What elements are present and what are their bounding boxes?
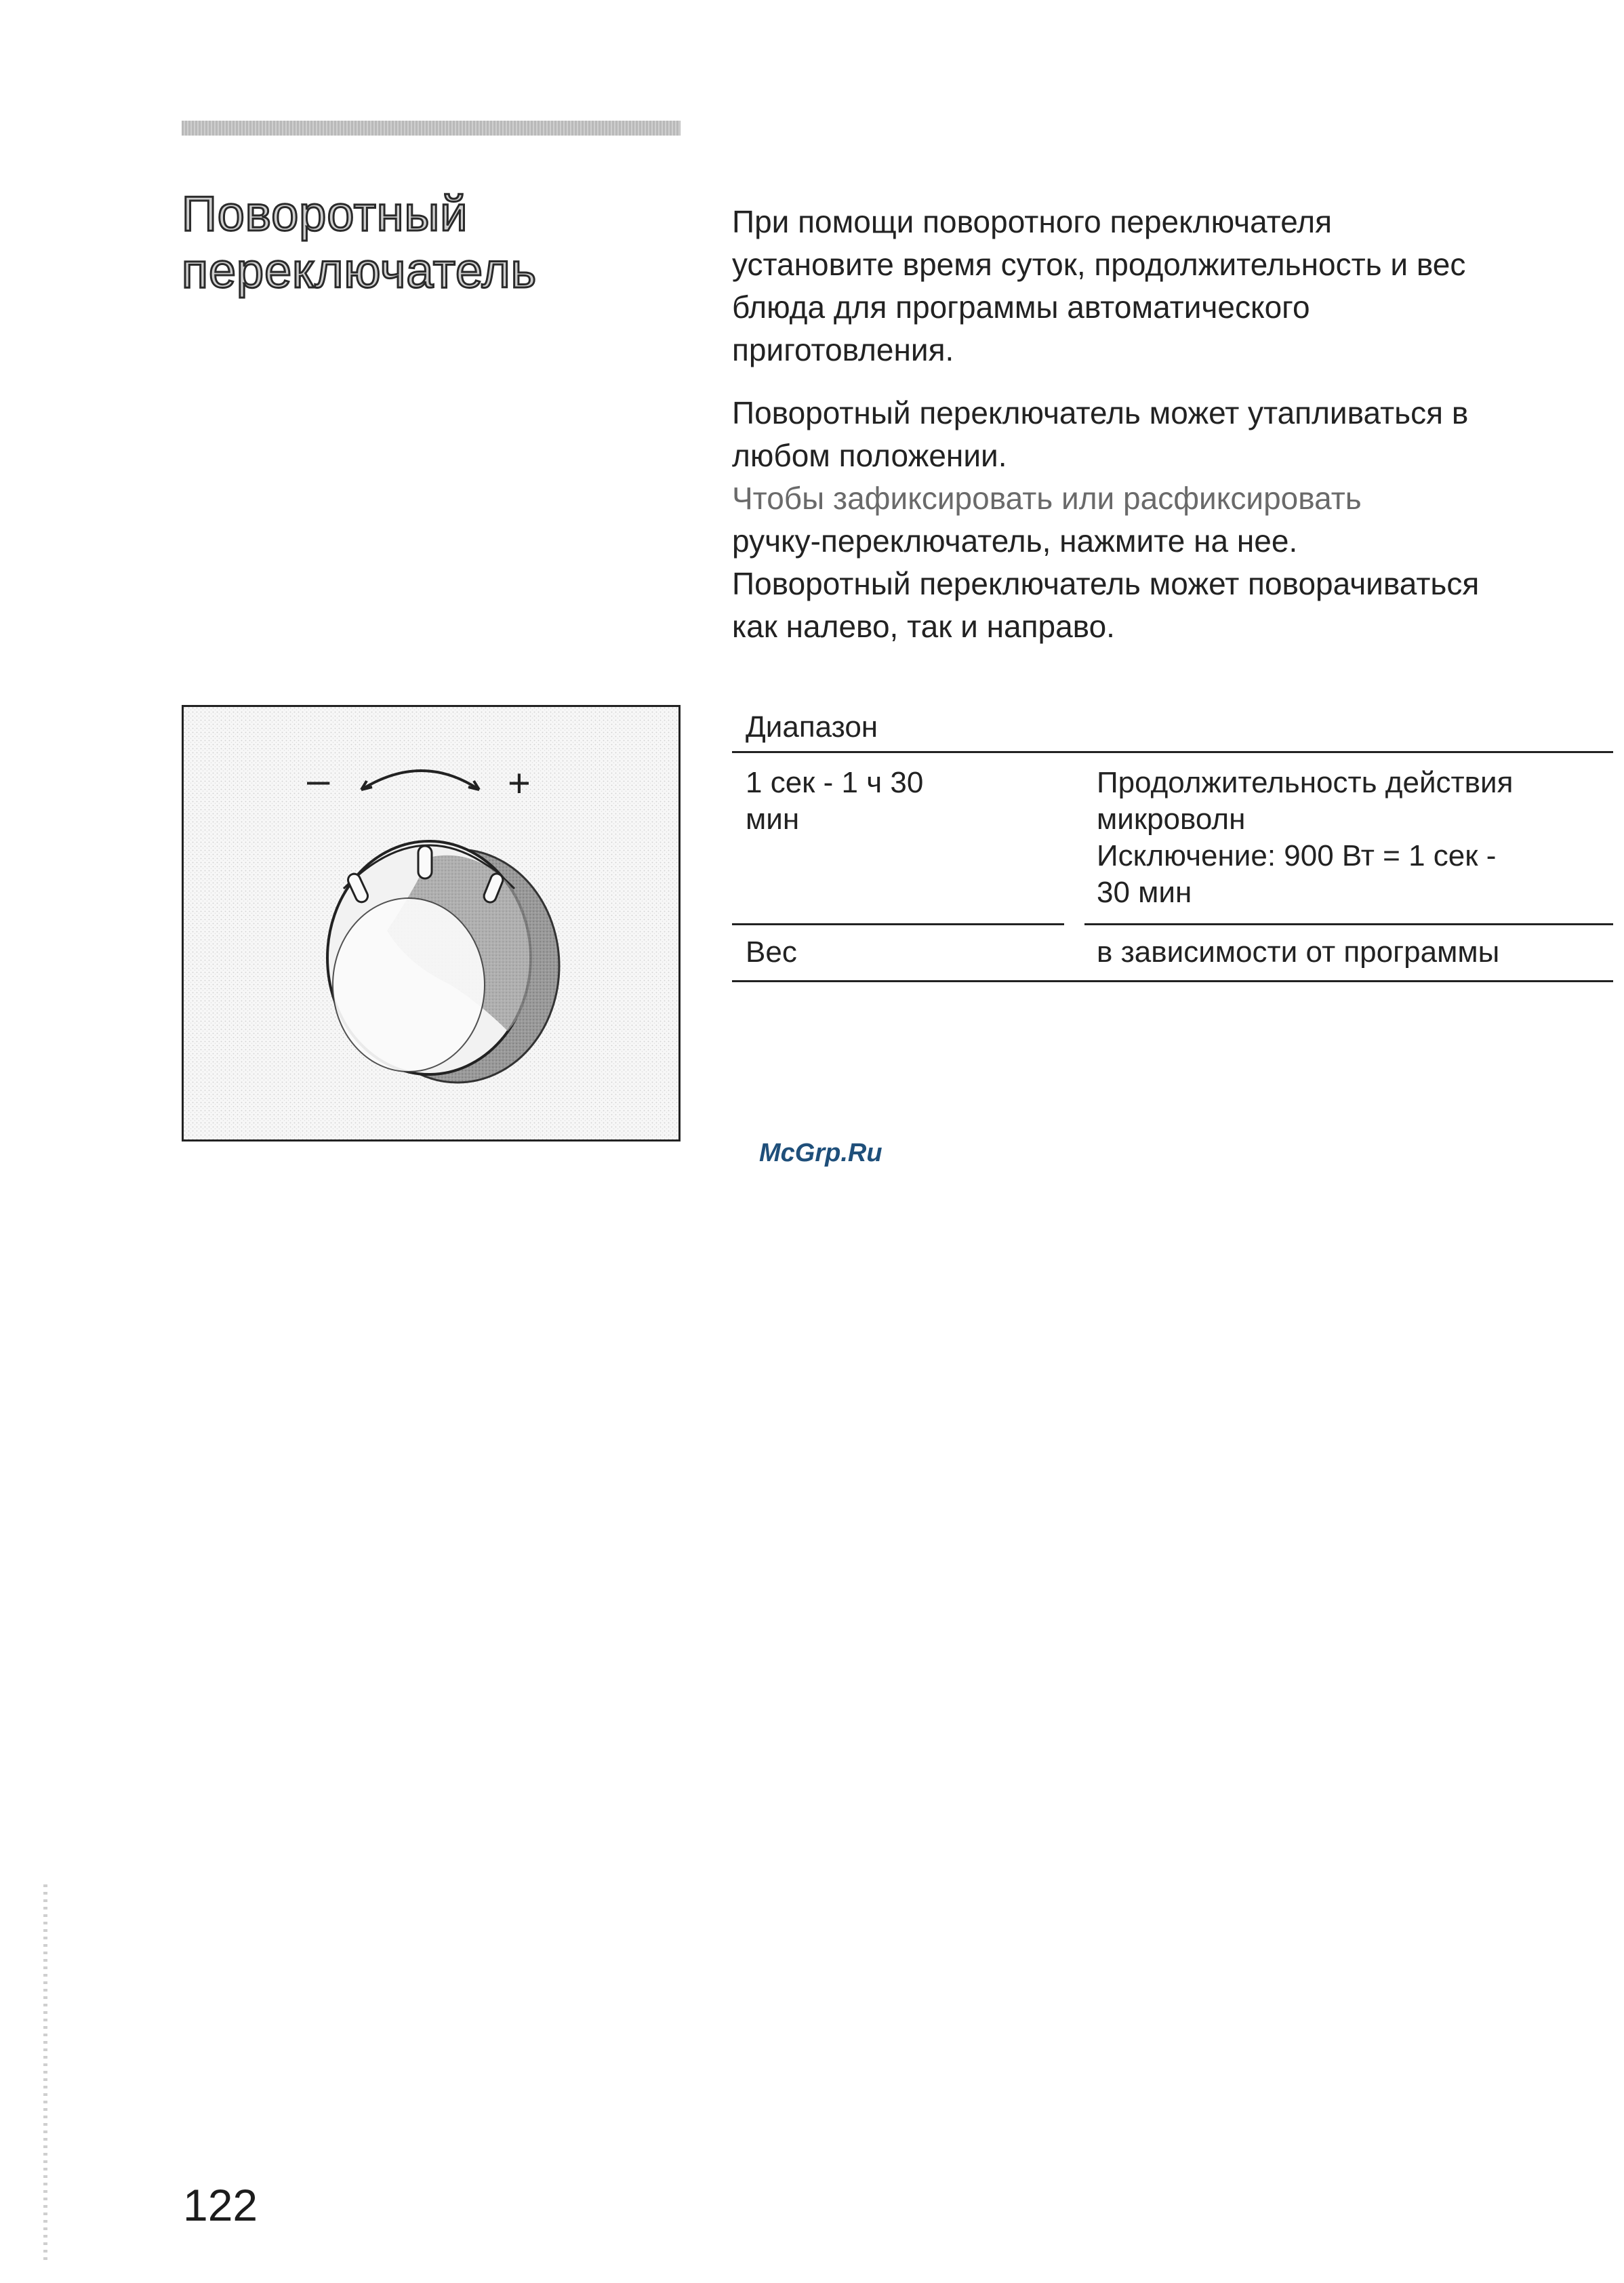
table-cell-line: 30 мин [1097,876,1192,909]
range-table-header: Диапазон [746,710,878,744]
intro-paragraph [732,201,1624,371]
watermark: McGrp.Ru [759,1139,882,1167]
usage-paragraph [732,392,1624,648]
usage-line: Поворотный переключатель может утапливаться в [732,395,1469,430]
knob-face [333,898,485,1072]
table-divider [1084,923,1613,925]
rotary-knob-illustration [182,705,681,1142]
usage-line: ручку-переключатель, нажмите на нее. [732,523,1298,559]
section-title [182,186,670,300]
table-cell-line: Вес [746,935,797,969]
intro-line: При помощи поворотного переключателя [732,204,1333,239]
table-cell-range [746,765,1037,838]
table-cell-line: мин [746,803,800,836]
table-divider [732,923,1064,925]
intro-line: приготовления. [732,332,954,367]
intro-line: блюда для программы автоматического [732,289,1310,325]
page-number: 122 [183,2180,258,2230]
table-cell-line: 1 сек - 1 ч 30 [746,766,924,799]
section-rule [182,121,681,136]
rotary-knob-drawing [184,707,681,1142]
table-cell-description [1097,765,1612,911]
minus-label: – [307,757,330,803]
table-cell-line: микроволн [1097,803,1246,836]
table-divider [732,980,1613,982]
table-cell-line: в зависимости от программы [1097,935,1500,969]
table-cell-line: Исключение: 900 Вт = 1 сек - [1097,839,1497,872]
table-divider [732,751,1613,753]
section-title-line-1: Поворотный [182,187,468,242]
scan-edge-artifact [43,1884,47,2264]
plus-label: + [508,761,531,805]
usage-line: Поворотный переключатель может поворачиваться [732,566,1480,601]
usage-line: как налево, так и направо. [732,609,1115,644]
section-title-line-2: переключатель [182,244,537,299]
intro-line: установите время суток, продолжительность и вес [732,247,1466,282]
range-table [732,709,1613,746]
table-cell-description [1097,934,1612,971]
usage-line: любом положении. [732,438,1007,473]
table-cell-range [746,934,1037,971]
usage-line: Чтобы зафиксировать или расфиксировать [732,481,1362,516]
knob-grip-center [418,846,432,878]
table-cell-line: Продолжительность действия [1097,766,1514,799]
